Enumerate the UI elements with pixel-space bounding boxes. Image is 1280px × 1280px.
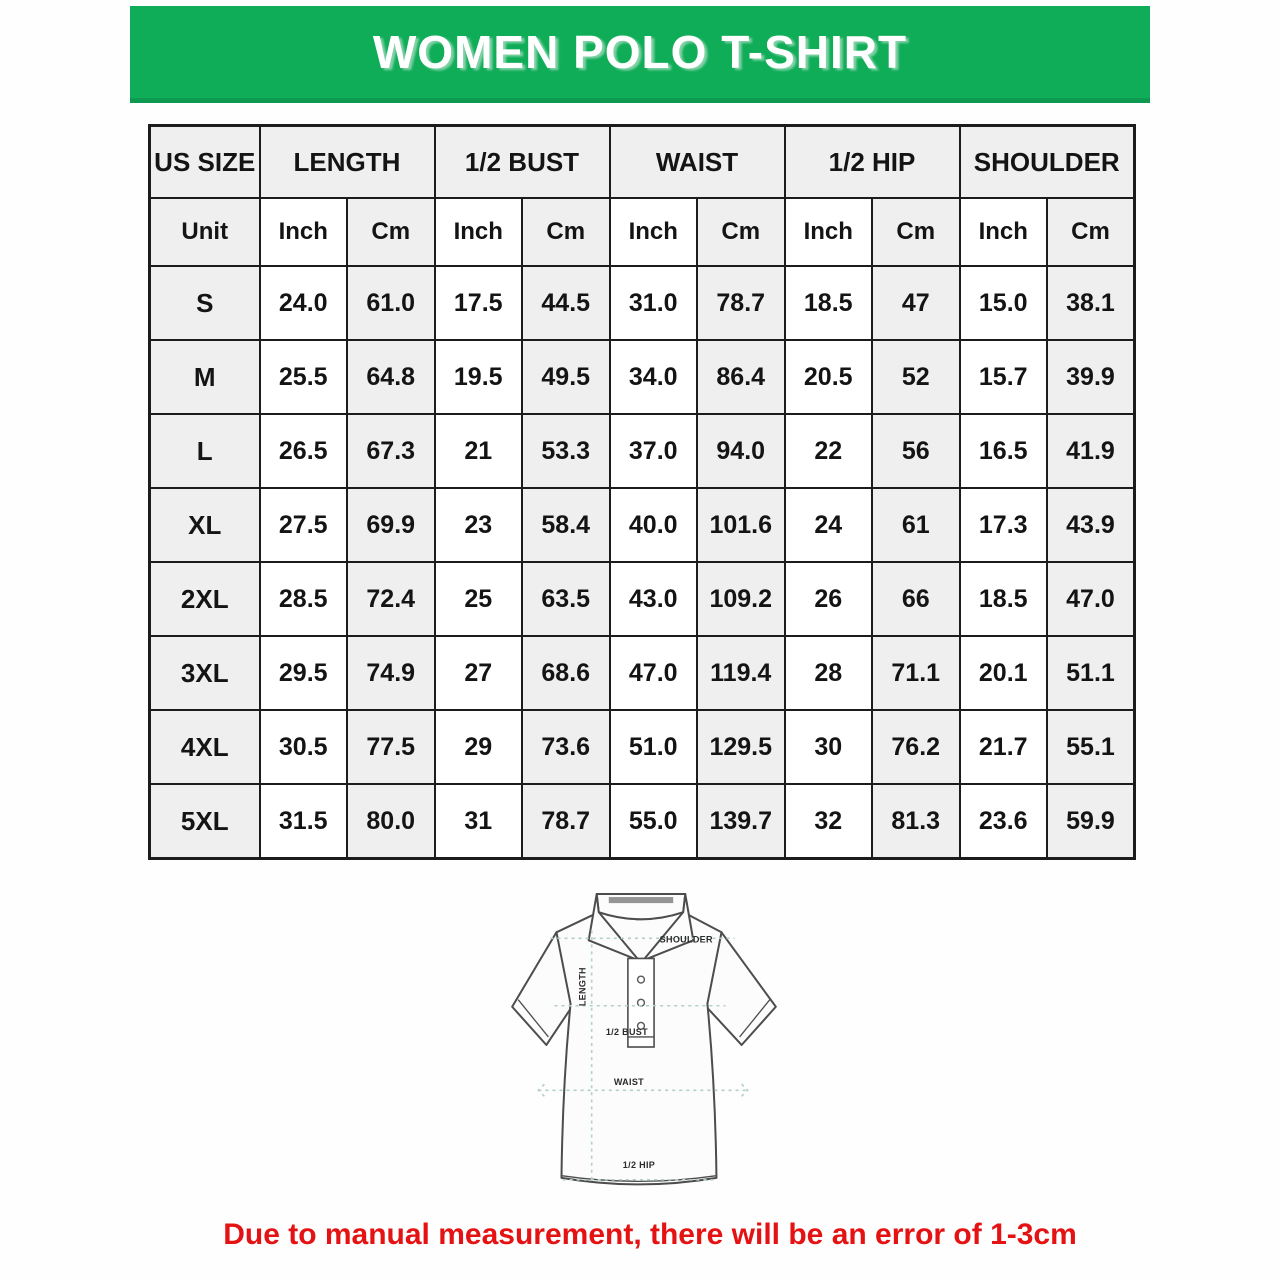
value-cell: 56 (872, 414, 960, 488)
value-cell: 74.9 (347, 636, 435, 710)
size-row (150, 488, 1135, 562)
size-label-cell: 3XL (150, 636, 260, 710)
value-cell: 78.7 (697, 266, 785, 340)
value-cell: 63.5 (522, 562, 610, 636)
shoulder-header: SHOULDER (960, 126, 1135, 199)
value-cell: 39.9 (1047, 340, 1135, 414)
value-cell: 71.1 (872, 636, 960, 710)
value-cell: 30 (785, 710, 873, 784)
button-icon (638, 976, 645, 983)
value-cell: 31.0 (610, 266, 698, 340)
value-cell: 40.0 (610, 488, 698, 562)
group-header-row (150, 126, 1135, 199)
value-cell: 25.5 (260, 340, 348, 414)
value-cell: 32 (785, 784, 873, 859)
cm-header: Cm (872, 198, 960, 266)
cm-header: Cm (697, 198, 785, 266)
value-cell: 21.7 (960, 710, 1048, 784)
size-row (150, 784, 1135, 859)
value-cell: 119.4 (697, 636, 785, 710)
value-cell: 69.9 (347, 488, 435, 562)
value-cell: 44.5 (522, 266, 610, 340)
value-cell: 17.5 (435, 266, 523, 340)
value-cell: 27 (435, 636, 523, 710)
value-cell: 21 (435, 414, 523, 488)
value-cell: 139.7 (697, 784, 785, 859)
size-row (150, 562, 1135, 636)
value-cell: 86.4 (697, 340, 785, 414)
waist-left-arrow-icon (538, 1084, 544, 1096)
value-cell: 81.3 (872, 784, 960, 859)
value-cell: 64.8 (347, 340, 435, 414)
value-cell: 53.3 (522, 414, 610, 488)
value-cell: 109.2 (697, 562, 785, 636)
inch-header: Inch (610, 198, 698, 266)
inch-header: Inch (260, 198, 348, 266)
size-chart-body (150, 266, 1135, 859)
value-cell: 129.5 (697, 710, 785, 784)
value-cell: 72.4 (347, 562, 435, 636)
value-cell: 49.5 (522, 340, 610, 414)
value-cell: 67.3 (347, 414, 435, 488)
value-cell: 27.5 (260, 488, 348, 562)
value-cell: 20.1 (960, 636, 1048, 710)
size-label-cell: M (150, 340, 260, 414)
value-cell: 55.0 (610, 784, 698, 859)
half-bust-header: 1/2 BUST (435, 126, 610, 199)
cm-header: Cm (1047, 198, 1135, 266)
collar-back-strip (609, 897, 673, 903)
value-cell: 37.0 (610, 414, 698, 488)
size-label-cell: 2XL (150, 562, 260, 636)
value-cell: 51.0 (610, 710, 698, 784)
size-chart-table (148, 124, 1136, 860)
value-cell: 30.5 (260, 710, 348, 784)
value-cell: 43.9 (1047, 488, 1135, 562)
value-cell: 16.5 (960, 414, 1048, 488)
value-cell: 25 (435, 562, 523, 636)
value-cell: 31 (435, 784, 523, 859)
value-cell: 55.1 (1047, 710, 1135, 784)
polo-shirt-illustration (488, 886, 800, 1206)
size-label-cell: 4XL (150, 710, 260, 784)
measurement-error-note: Due to manual measurement, there will be an error of 1-3cm (223, 1218, 1077, 1251)
inch-header: Inch (960, 198, 1048, 266)
length-header: LENGTH (260, 126, 435, 199)
value-cell: 24.0 (260, 266, 348, 340)
value-cell: 76.2 (872, 710, 960, 784)
value-cell: 28.5 (260, 562, 348, 636)
value-cell: 47.0 (1047, 562, 1135, 636)
value-cell: 29.5 (260, 636, 348, 710)
value-cell: 15.7 (960, 340, 1048, 414)
size-row (150, 266, 1135, 340)
value-cell: 17.3 (960, 488, 1048, 562)
value-cell: 34.0 (610, 340, 698, 414)
value-cell: 24 (785, 488, 873, 562)
value-cell: 78.7 (522, 784, 610, 859)
value-cell: 73.6 (522, 710, 610, 784)
shoulder-label: SHOULDER (659, 934, 713, 945)
value-cell: 23 (435, 488, 523, 562)
value-cell: 18.5 (960, 562, 1048, 636)
value-cell: 80.0 (347, 784, 435, 859)
value-cell: 41.9 (1047, 414, 1135, 488)
value-cell: 61.0 (347, 266, 435, 340)
value-cell: 38.1 (1047, 266, 1135, 340)
size-row (150, 710, 1135, 784)
size-row (150, 340, 1135, 414)
value-cell: 66 (872, 562, 960, 636)
cm-header: Cm (522, 198, 610, 266)
value-cell: 18.5 (785, 266, 873, 340)
value-cell: 26 (785, 562, 873, 636)
hip-label: 1/2 HIP (622, 1159, 656, 1170)
value-cell: 101.6 (697, 488, 785, 562)
page-title: WOMEN POLO T-SHIRT (372, 26, 908, 78)
cm-header: Cm (347, 198, 435, 266)
shirt-body (556, 912, 721, 1184)
value-cell: 61 (872, 488, 960, 562)
value-cell: 47 (872, 266, 960, 340)
title-banner (130, 6, 1150, 103)
value-cell: 51.1 (1047, 636, 1135, 710)
inch-header: Inch (435, 198, 523, 266)
us-size-header: US SIZE (150, 126, 260, 199)
value-cell: 22 (785, 414, 873, 488)
waist-label: WAIST (613, 1077, 644, 1088)
half-hip-header: 1/2 HIP (785, 126, 960, 199)
value-cell: 29 (435, 710, 523, 784)
size-row (150, 636, 1135, 710)
bust-label: 1/2 BUST (605, 1026, 648, 1037)
size-label-cell: XL (150, 488, 260, 562)
value-cell: 43.0 (610, 562, 698, 636)
value-cell: 31.5 (260, 784, 348, 859)
value-cell: 59.9 (1047, 784, 1135, 859)
length-label: LENGTH (577, 967, 588, 1007)
value-cell: 47.0 (610, 636, 698, 710)
inch-header: Inch (785, 198, 873, 266)
value-cell: 68.6 (522, 636, 610, 710)
unit-label: Unit (150, 198, 260, 266)
value-cell: 77.5 (347, 710, 435, 784)
value-cell: 19.5 (435, 340, 523, 414)
unit-header-row (150, 198, 1135, 266)
value-cell: 26.5 (260, 414, 348, 488)
value-cell: 52 (872, 340, 960, 414)
waist-header: WAIST (610, 126, 785, 199)
value-cell: 15.0 (960, 266, 1048, 340)
value-cell: 94.0 (697, 414, 785, 488)
size-label-cell: S (150, 266, 260, 340)
value-cell: 23.6 (960, 784, 1048, 859)
value-cell: 58.4 (522, 488, 610, 562)
size-row (150, 414, 1135, 488)
value-cell: 20.5 (785, 340, 873, 414)
value-cell: 28 (785, 636, 873, 710)
size-label-cell: 5XL (150, 784, 260, 859)
size-label-cell: L (150, 414, 260, 488)
polo-measurement-diagram (488, 886, 800, 1206)
